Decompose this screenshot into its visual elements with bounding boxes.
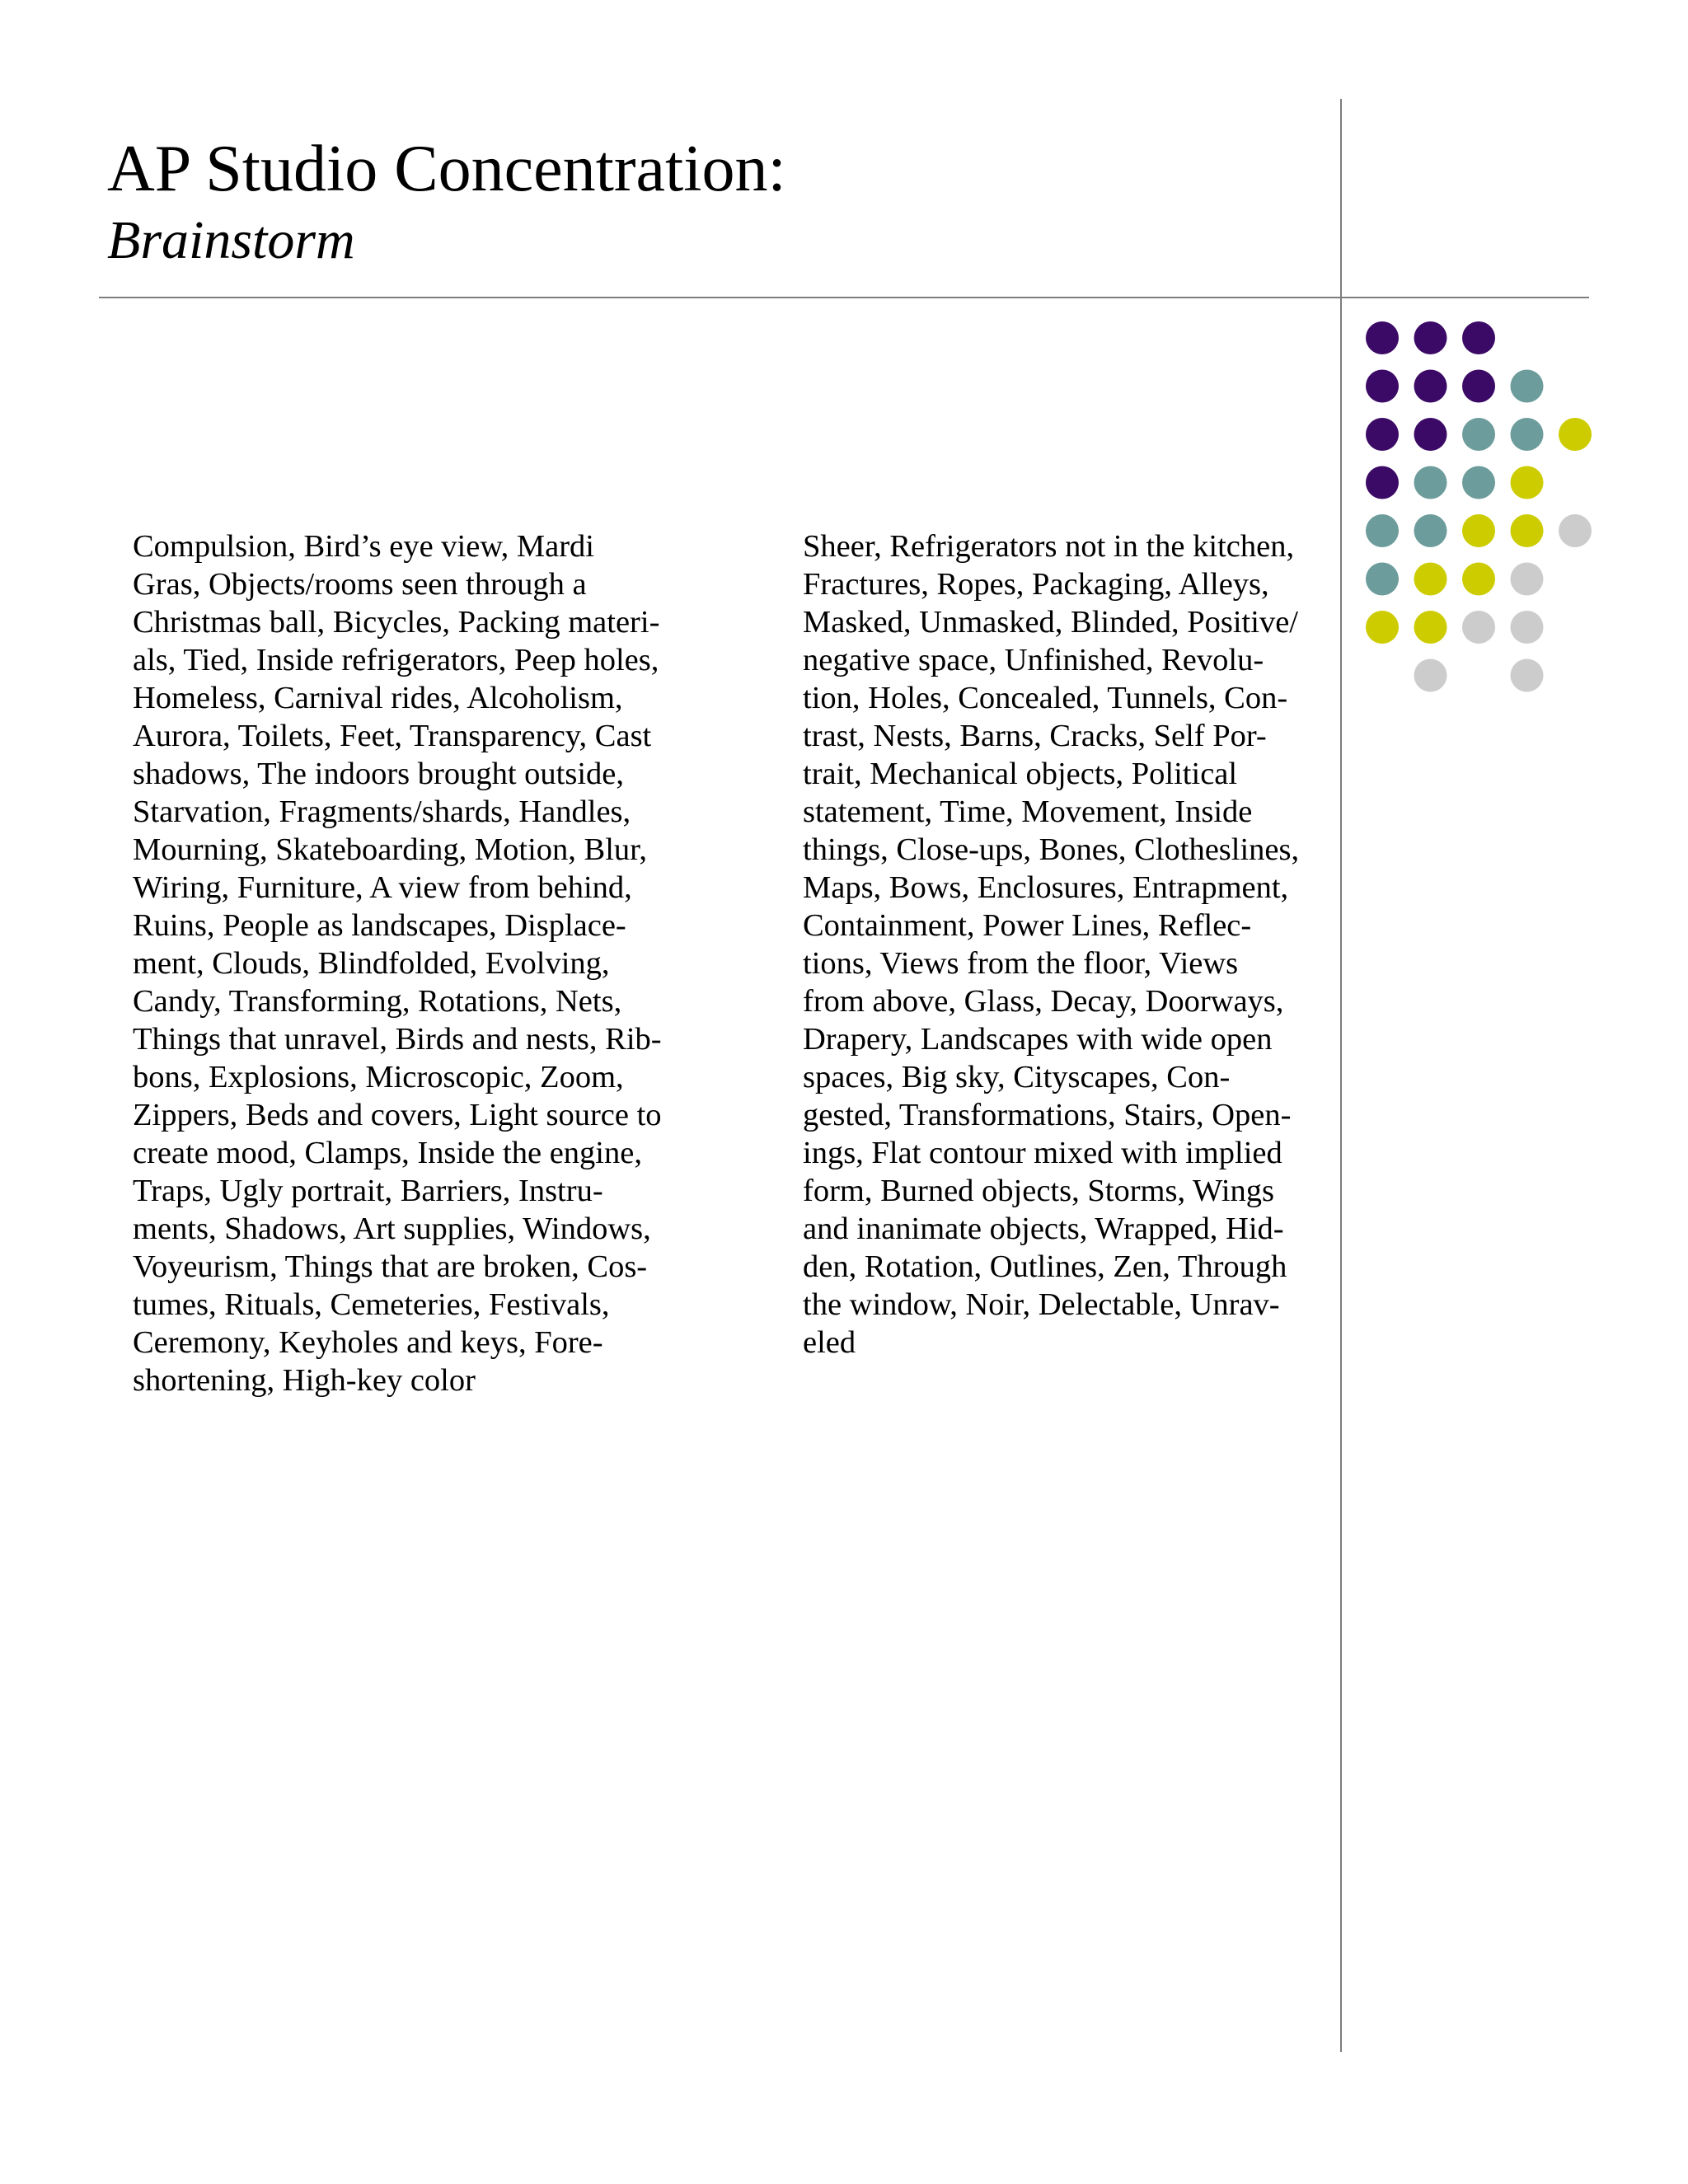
- decorative-dot: [1414, 418, 1447, 451]
- page-subtitle: Brainstorm: [107, 210, 355, 270]
- vertical-rule: [1340, 99, 1342, 2052]
- text-line: shortening, High-key color: [133, 1363, 476, 1398]
- text-line: Starvation, Fragments/shards, Handles,: [133, 794, 631, 829]
- decorative-dot: [1511, 659, 1544, 692]
- decorative-dot: [1462, 611, 1495, 644]
- decorative-dot: [1511, 418, 1544, 451]
- text-line: Zippers, Beds and covers, Light source to: [133, 1098, 662, 1132]
- text-line: spaces, Big sky, Cityscapes, Con-: [803, 1060, 1231, 1094]
- text-line: statement, Time, Movement, Inside: [803, 794, 1253, 829]
- decorative-dot: [1559, 418, 1592, 451]
- decorative-dot: [1366, 321, 1399, 354]
- text-line: negative space, Unfinished, Revolu-: [803, 643, 1264, 677]
- decorative-dot: [1366, 370, 1399, 403]
- decorative-dot: [1511, 370, 1544, 403]
- decorative-dot: [1366, 563, 1399, 596]
- decorative-dot: [1414, 321, 1447, 354]
- decorative-dot: [1414, 563, 1447, 596]
- text-line: ings, Flat contour mixed with implied: [803, 1136, 1282, 1170]
- text-line: Compulsion, Bird’s eye view, Mardi: [133, 529, 594, 564]
- decorative-dot: [1511, 563, 1544, 596]
- decorative-dot: [1462, 514, 1495, 547]
- decorative-dot: [1414, 370, 1447, 403]
- decorative-dot: [1414, 514, 1447, 547]
- decorative-dot: [1462, 466, 1495, 499]
- decorative-dot: [1511, 514, 1544, 547]
- text-line: Christmas ball, Bicycles, Packing materi-: [133, 605, 660, 640]
- text-line: and inanimate objects, Wrapped, Hid-: [803, 1212, 1284, 1246]
- text-line: trast, Nests, Barns, Cracks, Self Por-: [803, 719, 1267, 753]
- text-line: eled: [803, 1325, 856, 1360]
- decorative-dot: [1366, 418, 1399, 451]
- decorative-dot: [1462, 563, 1495, 596]
- text-line: ments, Shadows, Art supplies, Windows,: [133, 1212, 651, 1246]
- text-line: Sheer, Refrigerators not in the kitchen,: [803, 529, 1295, 564]
- text-line: Maps, Bows, Enclosures, Entrapment,: [803, 870, 1289, 905]
- brainstorm-column-right: [803, 527, 1330, 1361]
- decorative-dot: [1462, 418, 1495, 451]
- text-line: trait, Mechanical objects, Political: [803, 757, 1238, 791]
- text-line: Voyeurism, Things that are broken, Cos-: [133, 1249, 648, 1284]
- text-line: shadows, The indoors brought outside,: [133, 757, 624, 791]
- text-line: Mourning, Skateboarding, Motion, Blur,: [133, 832, 648, 867]
- decorative-dot: [1366, 611, 1399, 644]
- text-line: Homeless, Carnival rides, Alcoholism,: [133, 681, 623, 715]
- decorative-dot: [1366, 514, 1399, 547]
- decorative-dot: [1414, 659, 1447, 692]
- text-line: from above, Glass, Decay, Doorways,: [803, 984, 1284, 1019]
- text-line: Ceremony, Keyholes and keys, Fore-: [133, 1325, 603, 1360]
- text-line: the window, Noir, Delectable, Unrav-: [803, 1287, 1280, 1322]
- text-line: Aurora, Toilets, Feet, Transparency, Cast: [133, 719, 652, 753]
- text-line: Traps, Ugly portrait, Barriers, Instru-: [133, 1174, 603, 1208]
- text-line: create mood, Clamps, Inside the engine,: [133, 1136, 642, 1170]
- decorative-dot: [1414, 466, 1447, 499]
- text-line: Containment, Power Lines, Reflec-: [803, 908, 1252, 943]
- page-title: AP Studio Concentration:: [107, 133, 786, 205]
- text-line: gested, Transformations, Stairs, Open-: [803, 1098, 1292, 1132]
- text-line: Fractures, Ropes, Packaging, Alleys,: [803, 567, 1269, 602]
- text-line: form, Burned objects, Storms, Wings: [803, 1174, 1274, 1208]
- decorative-dot: [1414, 611, 1447, 644]
- decorative-dot: [1559, 514, 1592, 547]
- text-line: Gras, Objects/rooms seen through a: [133, 567, 587, 602]
- text-line: ment, Clouds, Blindfolded, Evolving,: [133, 946, 610, 981]
- text-line: things, Close-ups, Bones, Clotheslines,: [803, 832, 1300, 867]
- text-line: tumes, Rituals, Cemeteries, Festivals,: [133, 1287, 610, 1322]
- brainstorm-column-left: [133, 527, 710, 1399]
- decorative-dot: [1366, 466, 1399, 499]
- decorative-dot: [1462, 321, 1495, 354]
- decorative-dot: [1462, 370, 1495, 403]
- text-line: Candy, Transforming, Rotations, Nets,: [133, 984, 622, 1019]
- text-line: den, Rotation, Outlines, Zen, Through: [803, 1249, 1287, 1284]
- text-line: als, Tied, Inside refrigerators, Peep holes,: [133, 643, 659, 677]
- text-line: Wiring, Furniture, A view from behind,: [133, 870, 632, 905]
- text-line: Masked, Unmasked, Blinded, Positive/: [803, 605, 1298, 640]
- decorative-dot: [1511, 466, 1544, 499]
- text-line: Drapery, Landscapes with wide open: [803, 1022, 1273, 1057]
- text-line: tion, Holes, Concealed, Tunnels, Con-: [803, 681, 1288, 715]
- decorative-dot: [1511, 611, 1544, 644]
- text-line: tions, Views from the floor, Views: [803, 946, 1239, 981]
- text-line: bons, Explosions, Microscopic, Zoom,: [133, 1060, 624, 1094]
- horizontal-rule: [99, 297, 1589, 298]
- text-line: Ruins, People as landscapes, Displace-: [133, 908, 626, 943]
- text-line: Things that unravel, Birds and nests, Rib-: [133, 1022, 662, 1057]
